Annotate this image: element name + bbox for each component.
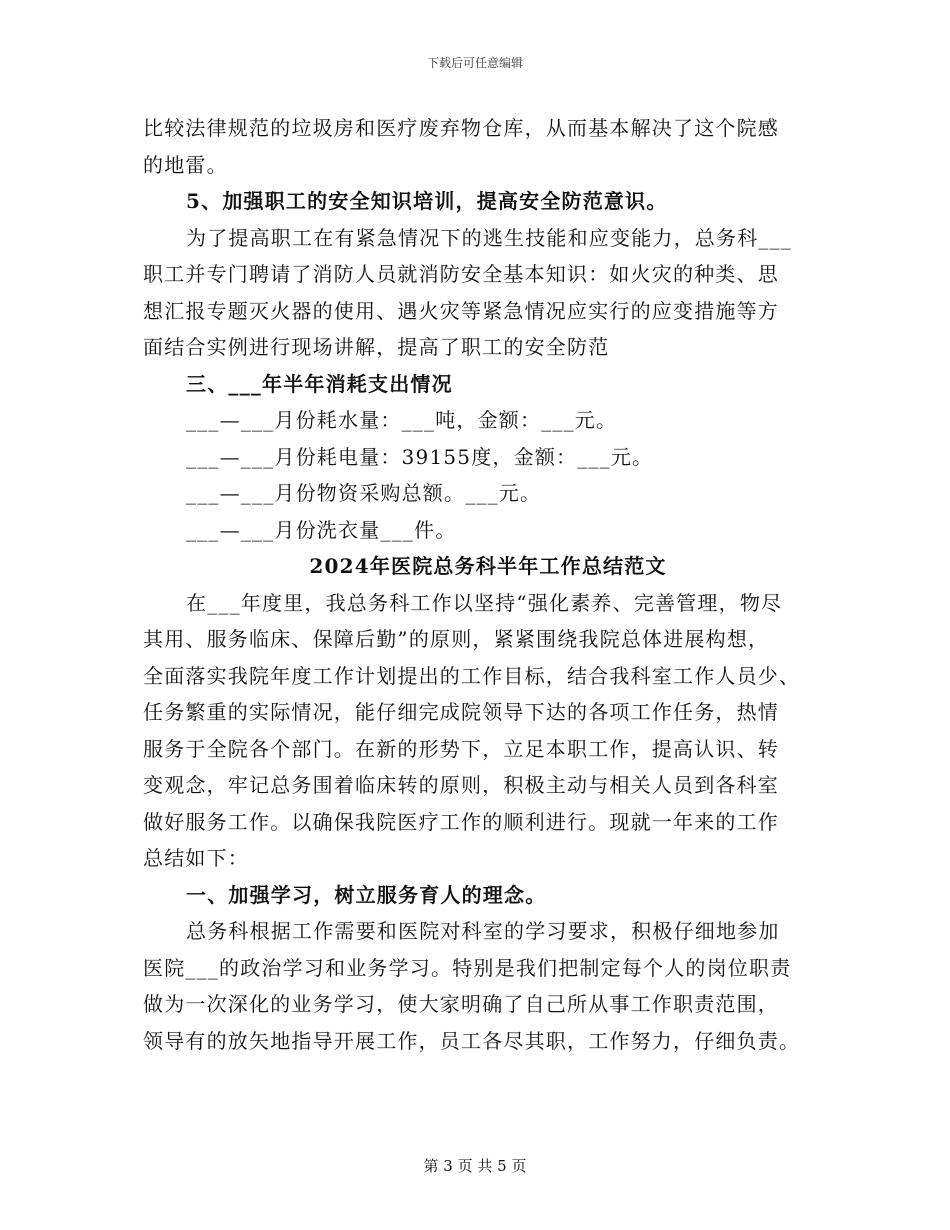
page-footer: 第 3 页 共 5 页 [423,1157,527,1175]
text-line: ___—___月份耗水量：___吨，金额：___元。 [186,408,618,432]
document-title: 2024年医院总务科半年工作总结范文 [309,554,667,578]
text-line: 为了提高职工在有紧急情况下的逃生技能和应变能力，总务科___ [186,225,792,250]
text-line: 在___年度里，我总务科工作以坚持“强化素养、完善管理，物尽 [186,590,783,615]
text-line: 想汇报专题灭火器的使用、遇火灾等紧急情况应实行的应变措施等方 [143,298,779,323]
text-line: 其用、服务临床、保障后勤”的原则，紧紧围绕我院总体进展构想， [143,627,770,651]
document-body [143,110,833,1059]
text-line: 比较法律规范的垃圾房和医疗废弃物仓库，从而基本解决了这个院感 [143,116,779,140]
text-line: 的地雷。 [143,152,228,177]
text-line: 做好服务工作。以确保我院医疗工作的顺利进行。现就一年来的工作 [143,809,779,834]
text-line: 任务繁重的实际情况，能仔细完成院领导下达的各项工作任务，热情 [143,700,779,724]
page-header: 下载后可任意编辑 [426,56,523,70]
text-line: 职工并专门聘请了消防人员就消防安全基本知识：如火灾的种类、思 [143,262,779,286]
text-line: ___—___月份耗电量：39155度，金额：___元。 [186,444,654,469]
text-line: 总务科根据工作需要和医院对科室的学习要求，积极仔细地参加 [186,919,780,943]
text-line: 做为一次深化的业务学习，使大家明确了自己所从事工作职责范围， [143,992,779,1016]
text-line: 全面落实我院年度工作计划提出的工作目标，结合我科室工作人员少、 [143,663,801,688]
section-heading: 5、加强职工的安全知识培训，提高安全防范意识。 [186,189,668,213]
text-line: 领导有的放矢地指导开展工作，员工各尽其职，工作努力，仔细负责。 [143,1028,801,1053]
text-line: 服务于全院各个部门。在新的形势下，立足本职工作，提高认识、转 [143,736,779,761]
text-line: ___—___月份物资采购总额。___元。 [186,481,542,505]
section-heading: 三、___年半年消耗支出情况 [186,371,453,396]
section-heading: 一、加强学习，树立服务育人的理念。 [186,882,547,907]
text-line: 总结如下： [143,846,249,870]
text-line: 面结合实例进行现场讲解，提高了职工的安全防范 [143,335,610,359]
text-line: ___—___月份洗衣量___件。 [186,517,457,542]
text-line: 医院___的政治学习和业务学习。特别是我们把制定每个人的岗位职责 [143,955,792,980]
text-line: 变观念，牢记总务围着临床转的原则，积极主动与相关人员到各科室 [143,773,779,797]
